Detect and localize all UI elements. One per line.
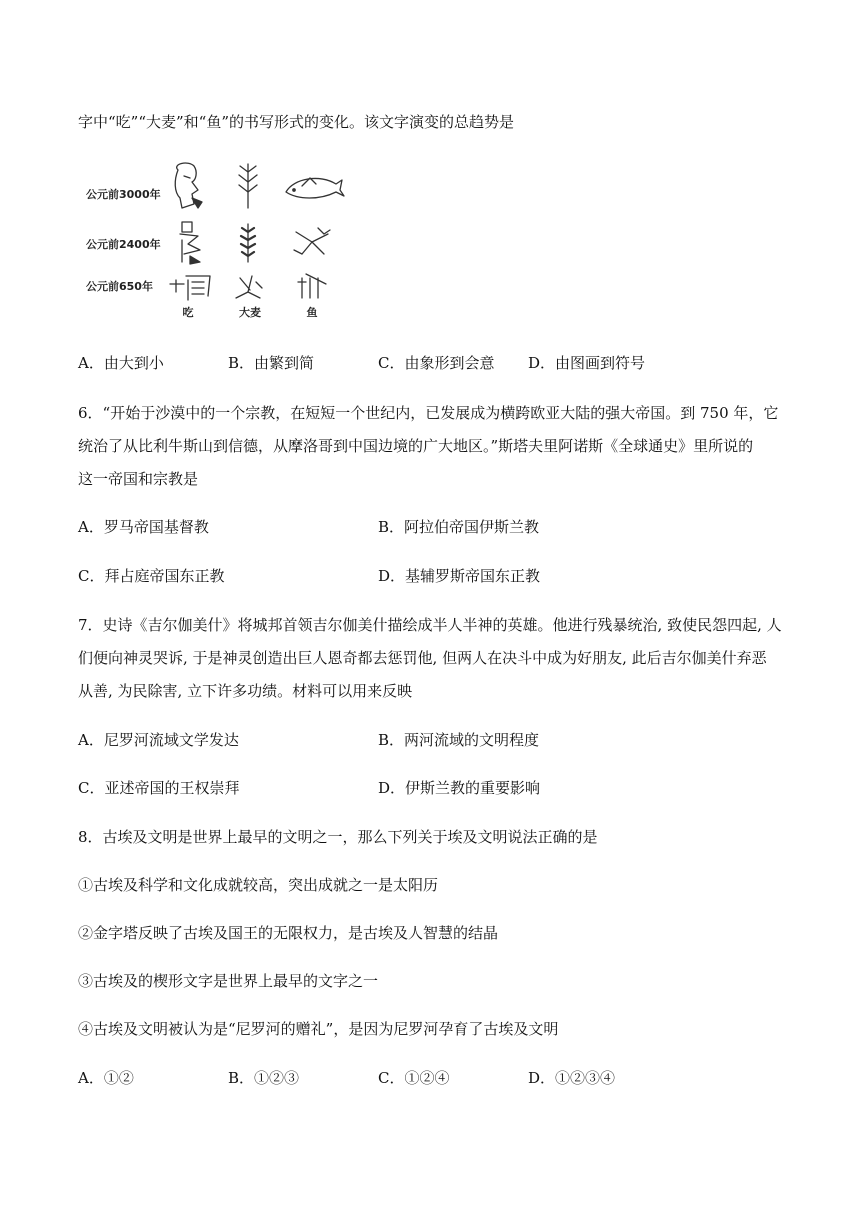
q7-stem-line-3: 从善, 为民除害, 立下许多功绩。材料可以用来反映 <box>78 682 413 700</box>
glyph-barley-650bc-icon <box>236 276 262 298</box>
glyph-fish-3000bc-icon <box>286 178 344 198</box>
glyph-fish-2400bc-icon <box>294 228 330 254</box>
q8-option-c[interactable]: C．①②④ <box>378 1069 450 1087</box>
cuneiform-evolution-figure <box>80 150 360 325</box>
q6-option-d[interactable]: D．基辅罗斯帝国东正教 <box>378 567 541 585</box>
glyph-eat-650bc-icon <box>170 276 210 300</box>
glyph-barley-2400bc-icon <box>241 224 255 262</box>
era-label-650bc: 公元前650年 <box>86 280 153 293</box>
q5-option-a[interactable]: A．由大到小 <box>78 354 164 372</box>
glyph-fish-650bc-icon <box>298 274 326 298</box>
era-label-3000bc: 公元前3000年 <box>86 188 161 201</box>
q8-option-b[interactable]: B．①②③ <box>228 1069 300 1087</box>
glyph-eat-3000bc-icon <box>175 163 202 208</box>
q8-option-d[interactable]: D．①②③④ <box>528 1069 616 1087</box>
q8-stem: 8．古埃及文明是世界上最早的文明之一，那么下列关于埃及文明说法正确的是 <box>78 828 598 846</box>
q8-item-3: ③古埃及的楔形文字是世界上最早的文字之一 <box>78 972 379 990</box>
q5-option-b[interactable]: B．由繁到简 <box>228 354 315 372</box>
word-label-fish: 鱼 <box>306 306 318 319</box>
word-label-eat: 吃 <box>182 306 194 319</box>
q8-option-a[interactable]: A．①② <box>78 1069 134 1087</box>
glyph-barley-3000bc-icon <box>239 164 257 208</box>
q7-option-a[interactable]: A．尼罗河流域文学发达 <box>78 731 239 749</box>
q6-option-c[interactable]: C．拜占庭帝国东正教 <box>78 567 225 585</box>
q6-option-b[interactable]: B．阿拉伯帝国伊斯兰教 <box>378 518 540 536</box>
q8-item-2: ②金字塔反映了古埃及国王的无限权力，是古埃及人智慧的结晶 <box>78 924 499 942</box>
q6-stem-line-1: 6．“开始于沙漠中的一个宗教，在短短一个世纪内，已发展成为横跨欧亚大陆的强大帝国。到 750 年，它 <box>78 404 779 422</box>
q8-item-1: ①古埃及科学和文化成就较高，突出成就之一是太阳历 <box>78 876 439 894</box>
era-label-2400bc: 公元前2400年 <box>86 238 161 251</box>
q7-option-d[interactable]: D．伊斯兰教的重要影响 <box>378 779 541 797</box>
q8-item-4: ④古埃及文明被认为是“尼罗河的赠礼”，是因为尼罗河孕育了古埃及文明 <box>78 1020 559 1038</box>
q6-option-a[interactable]: A．罗马帝国基督教 <box>78 518 209 536</box>
q7-stem-line-1: 7．史诗《吉尔伽美什》将城邦首领吉尔伽美什描绘成半人半神的英雄。他进行残暴统治, 致使民怨四起, 人 <box>78 616 782 634</box>
q6-stem-line-2: 统治了从比利牛斯山到信德，从摩洛哥到中国边境的广大地区。”斯塔夫里阿诺斯《全球通史》里所说的 <box>78 437 754 455</box>
word-label-barley: 大麦 <box>239 306 261 319</box>
q5-option-c[interactable]: C．由象形到会意 <box>378 354 495 372</box>
q6-stem-line-3: 这一帝国和宗教是 <box>78 470 199 488</box>
q7-stem-line-2: 们便向神灵哭诉, 于是神灵创造出巨人恩奇都去惩罚他, 但两人在决斗中成为好朋友, 此后吉尔伽美什弃恶 <box>78 649 767 667</box>
q5-option-d[interactable]: D．由图画到符号 <box>528 354 646 372</box>
q5-stem: 字中“吃”“大麦”和“鱼”的书写形式的变化。该文字演变的总趋势是 <box>78 113 515 131</box>
glyph-drawings <box>80 150 360 325</box>
glyph-eat-2400bc-icon <box>180 222 200 264</box>
q7-option-c[interactable]: C．亚述帝国的王权崇拜 <box>78 779 240 797</box>
q7-option-b[interactable]: B．两河流域的文明程度 <box>378 731 540 749</box>
